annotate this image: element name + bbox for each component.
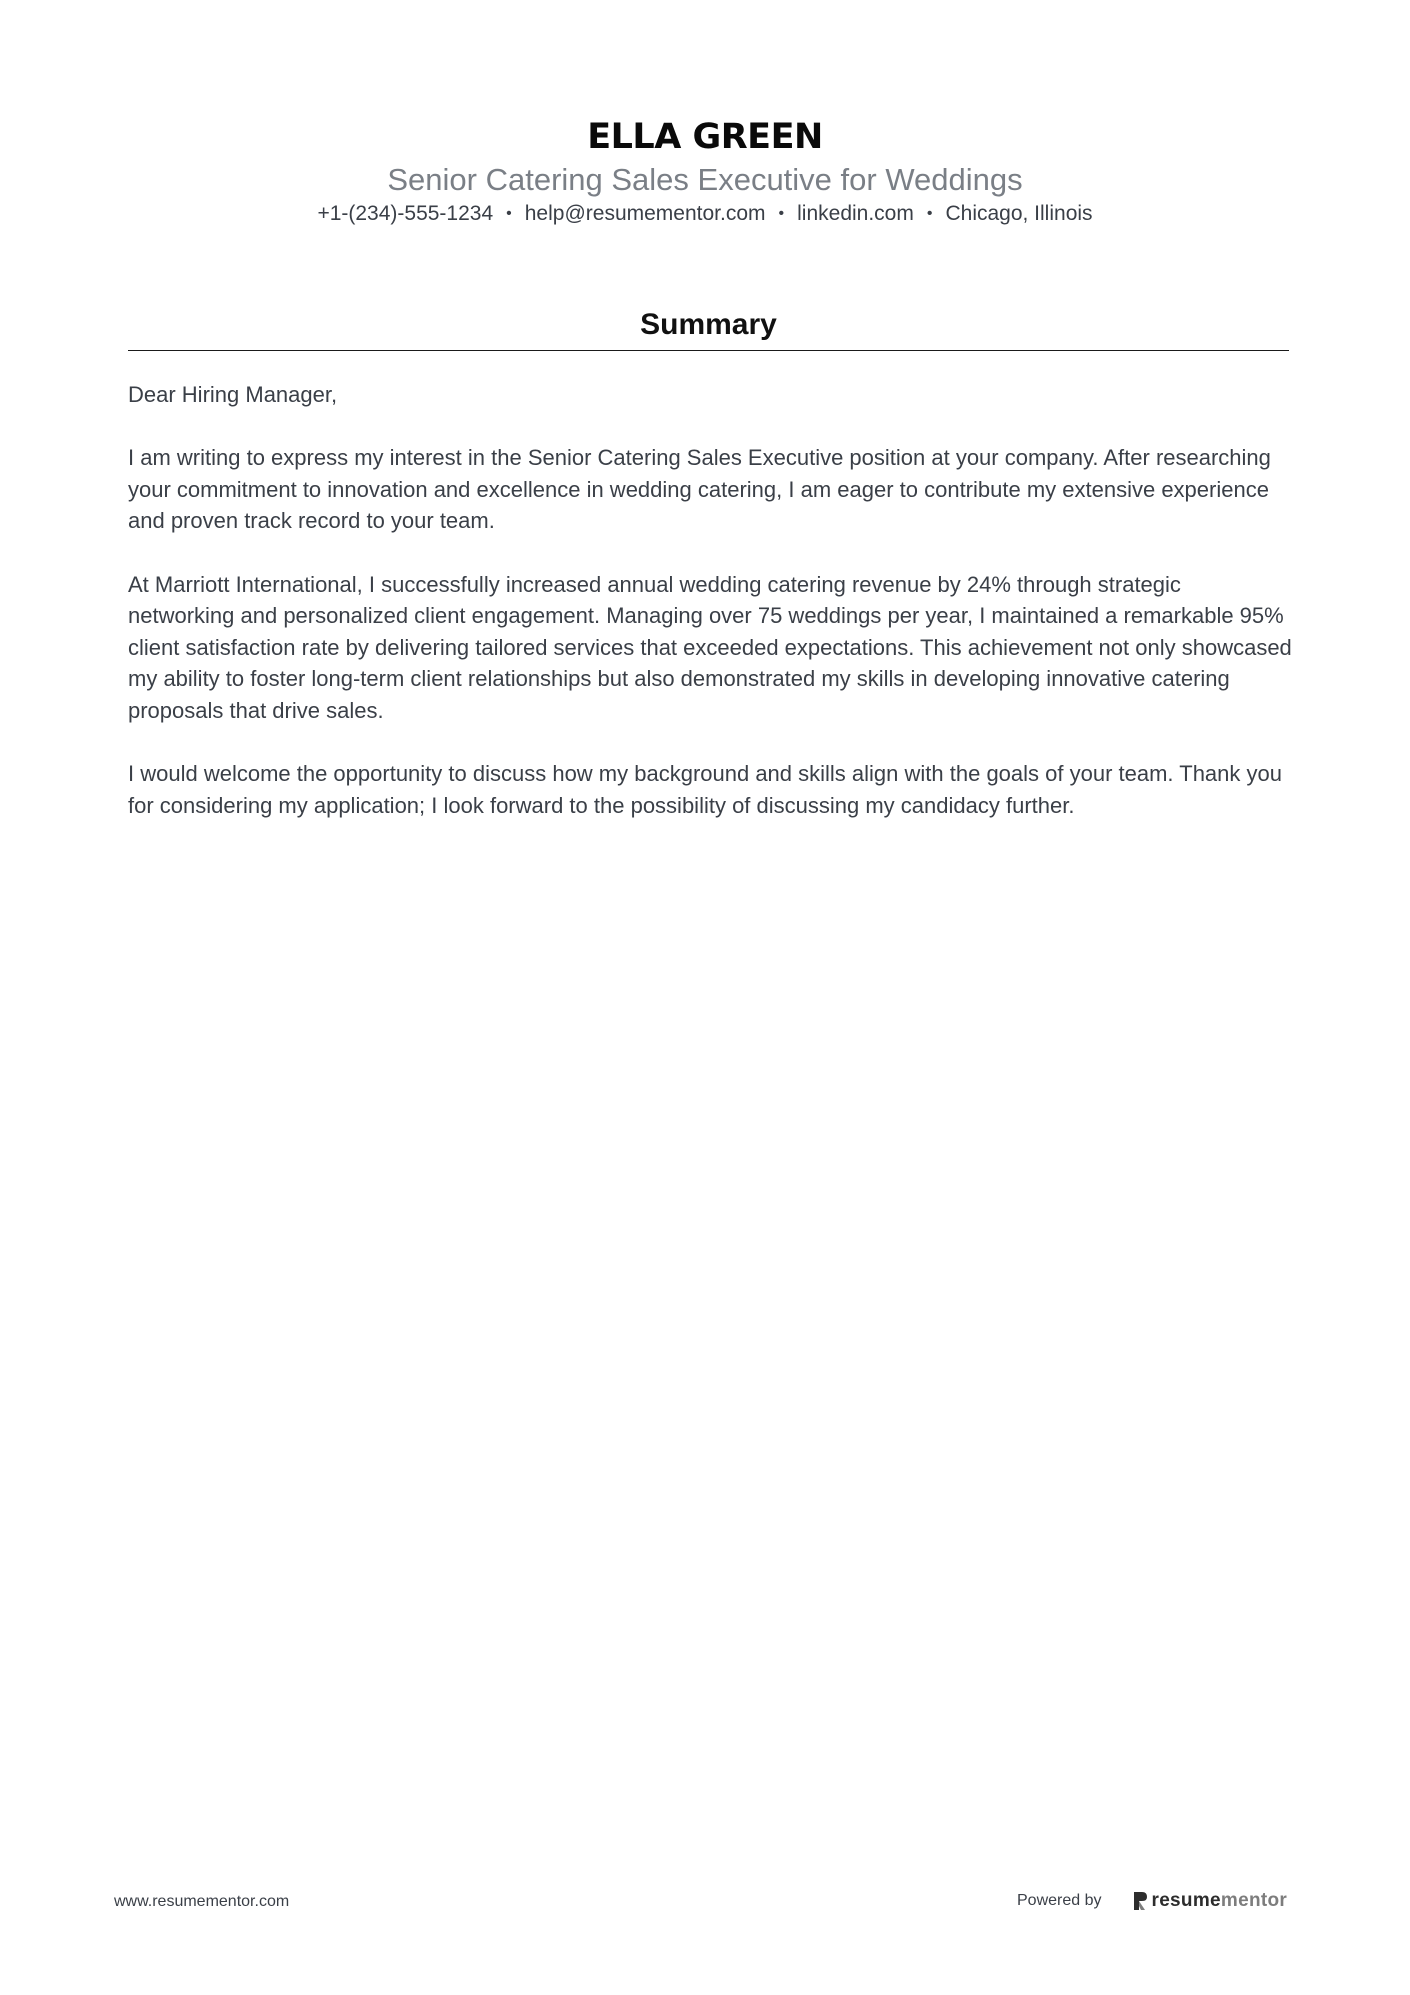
footer-website: www.resumementor.com	[114, 1893, 290, 1910]
letter-paragraph: At Marriott International, I successfully increased annual wedding catering revenue by 24% through strategic networking and personalized client engagement. Managing over 75 weddings per year, I maintained a remarkable 95% client satisfaction rate by delivering tailored services that exceeded expectations. This achievement not only showcased my ability to foster long-term client relationships but also demonstrated my skills in developing innovative catering proposals that drive sales.	[128, 571, 1292, 723]
section-divider	[128, 350, 1289, 351]
letter-greeting: Dear Hiring Manager,	[128, 382, 338, 407]
contact-separator: •	[506, 205, 512, 222]
brand-wordmark-part2: mentor	[1220, 1890, 1288, 1911]
contact-separator: •	[926, 205, 933, 222]
letter-paragraph: I would welcome the opportunity to discuss how my background and skills align with the goals of your team. Thank you for considering my application; I look forward to the possibility of discussing my candidacy further.	[128, 761, 1282, 818]
letter-body	[128, 379, 1293, 853]
contact-separator: •	[778, 205, 785, 222]
contact-location: Chicago, Illinois	[945, 202, 1093, 225]
brand-wordmark-part1: resume	[1151, 1890, 1221, 1911]
powered-by-label: Powered by	[1017, 1892, 1102, 1909]
contact-phone: +1-(234)-555-1234	[317, 202, 494, 225]
section-title-summary: Summary	[640, 308, 777, 341]
resume-header	[0, 112, 1410, 228]
candidate-name: ELLA GREEN	[587, 117, 823, 157]
footer-branding	[1017, 1888, 1287, 1914]
contact-linkedin: linkedin.com	[797, 202, 914, 225]
brand-wordmark	[1152, 1890, 1288, 1912]
candidate-title: Senior Catering Sales Executive for Weddings	[387, 162, 1023, 197]
contact-email: help@resumementor.com	[524, 202, 766, 225]
contact-line	[0, 200, 1410, 228]
resumementor-logo-icon	[1132, 1890, 1148, 1912]
letter-paragraph: I am writing to express my interest in the Senior Catering Sales Executive position at your company. After researching your commitment to innovation and excellence in wedding catering, I am eager to contribute my extensive experience and proven track record to your team.	[128, 445, 1271, 534]
